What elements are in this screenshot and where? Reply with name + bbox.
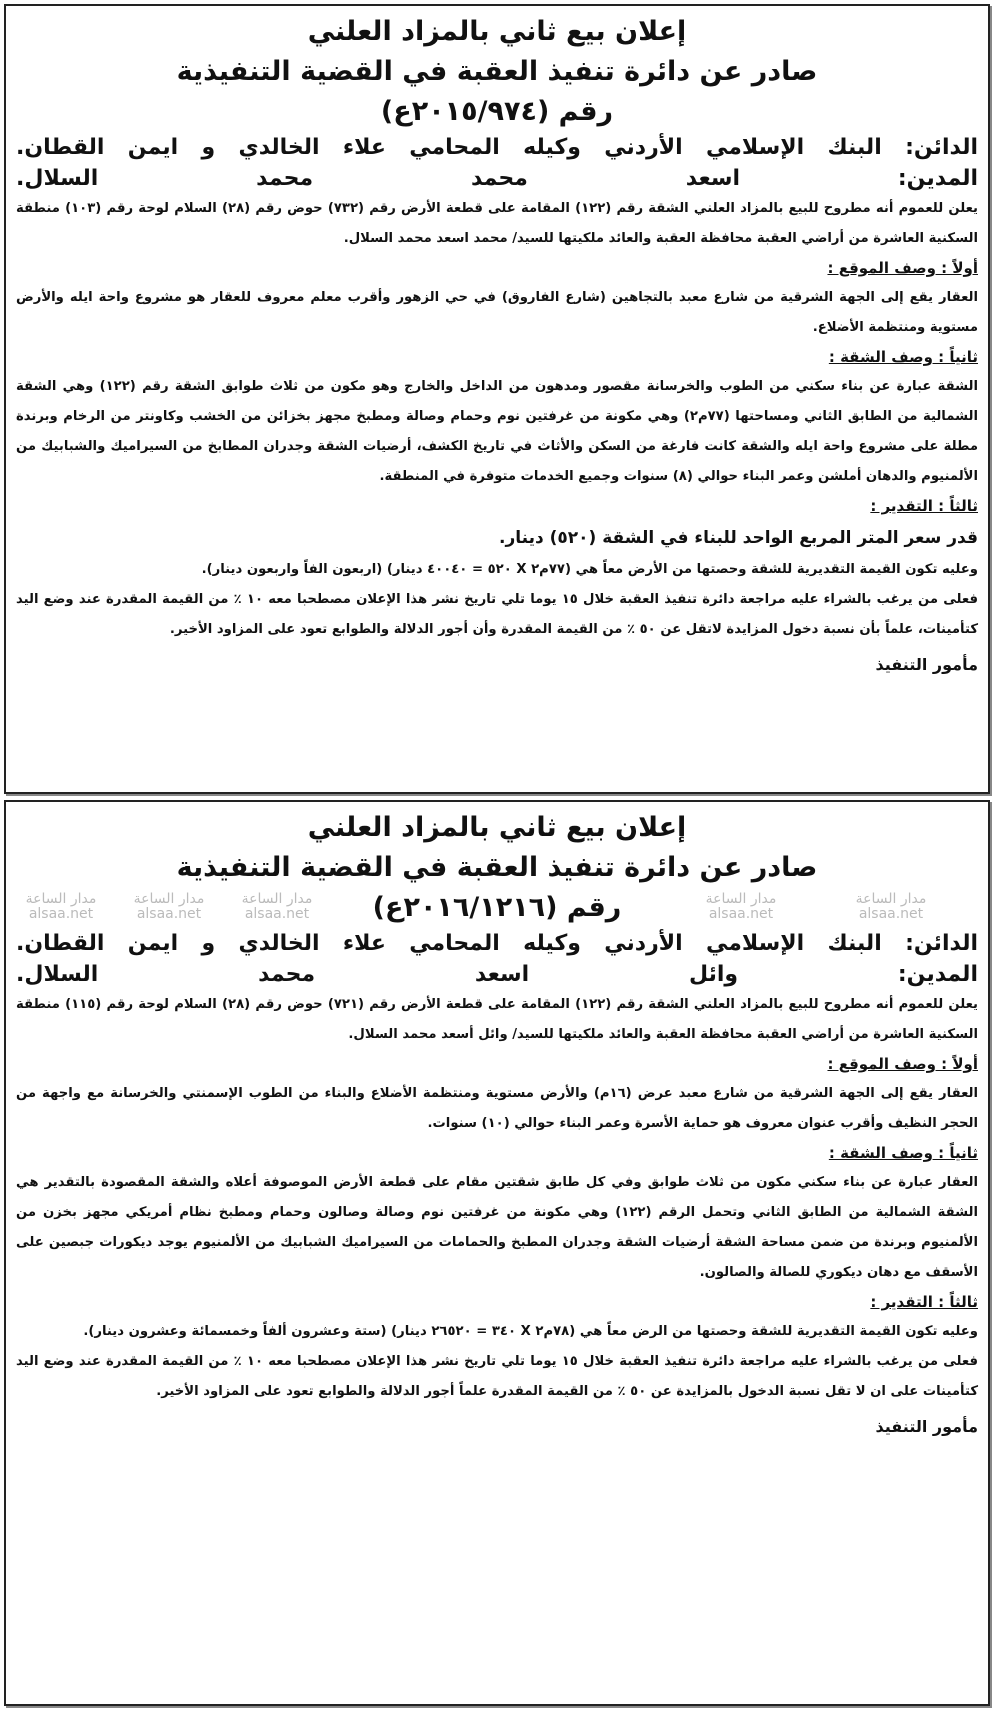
- intro-paragraph: يعلن للعموم أنه مطروح للبيع بالمزاد العلني الشقة رقم (١٢٢) المقامة على قطعة الأرض رقم (٧٣٢) حوض رقم (٢٨) السلام لوحة رقم (١٠٣) منطقة السكنية العاشرة من أراضي العقبة محافظة العقبة والعائد ملكيتها للسيد/ محمد اسعد محمد السلال.: [16, 201, 978, 246]
- watermark-latin: alsaa.net: [244, 906, 310, 922]
- location-description: العقار يقع إلى الجهة الشرقية من شارع معبد عرض (١٦م) والأرض مستوية ومنتظمة الأضلاع والبناء من الطوب الإسمنتي والخرسانة مع واجهة من الحجر النظيف وأقرب عنوان معروف هو حماية الأسرة وعمر البناء حوالي (١٠) سنوات.: [16, 1086, 978, 1131]
- valuation-paragraph: وعليه تكون القيمة التقديرية للشقة وحصتها من الأرض معاً هي (٧٧م٢ X ٥٢٠ = ٤٠٠٤٠ دينار) (اربعون الفاً واربعون دينار).: [201, 562, 978, 577]
- location-description: العقار يقع إلى الجهة الشرقية من شارع معبد بالتجاهين (شارع الفاروق) في حي الزهور وأقرب معلم معروف للعقار هو مشروع واحة ايله والأرض مستوية ومنتظمة الأضلاع.: [16, 290, 978, 335]
- section-heading-apartment: ثانياً : وصف الشقة :: [828, 1144, 978, 1162]
- auction-notice-2: [4, 800, 990, 1706]
- watermark-latin: alsaa.net: [858, 906, 924, 922]
- notice-subtitle: صادر عن دائرة تنفيذ العقبة في القضية التنفيذية: [176, 852, 818, 883]
- terms-paragraph: فعلى من يرغب بالشراء عليه مراجعة دائرة تنفيذ العقبة خلال ١٥ يوما تلي تاريخ نشر هذا الإعلان مصطحبا معه ١٠ ٪ من القيمة المقدرة عند وضع اليد كتأمينات، علماً بأن نسبة دخول المزايدة لاتقل عن ٥٠ ٪ من القيمة المقدرة وأن أجور الدلالة والطوابع تعود على المزاود الأخير.: [16, 592, 978, 637]
- case-number: رقم (٢٠١٦/١٢١٦ع): [372, 892, 622, 923]
- debtor: المدين: اسعد محمد محمد السلال.: [16, 166, 978, 191]
- section-heading-valuation: ثالثاً : التقدير :: [870, 1293, 978, 1311]
- watermark-arabic: مدار الساعة: [241, 891, 313, 907]
- watermark-arabic: مدار الساعة: [855, 891, 927, 907]
- case-number: رقم (٢٠١٥/٩٧٤ع): [380, 96, 614, 127]
- auction-notice-1: [4, 4, 990, 794]
- creditor: الدائن: البنك الإسلامي الأردني وكيله المحامي علاء الخالدي و ايمن القطان.: [16, 135, 978, 160]
- watermark-latin: alsaa.net: [136, 906, 202, 922]
- watermark-arabic: مدار الساعة: [705, 891, 777, 907]
- price-per-meter: قدر سعر المتر المربع الواحد للبناء في الشقة (٥٢٠) دينار.: [499, 528, 978, 548]
- apartment-description: الشقة عبارة عن بناء سكني من الطوب والخرسانة مقصور ومدهون من الداخل والخارج وهو مكون من ثلاث طوابق الشقة رقم (١٢٢) وهي الشقة الشمالية من الطابق الثاني ومساحتها (٧٧م٢) وهي مكونة من غرفتين نوم وحمام وصالة ومطبخ مجهز بخزائن من الخشب وكاونتر من الرخام وبرندة مطلة على مشروع واحة ايله والشقة كانت فارغة من السكن والأثاث في تاريخ الكشف، أرضيات الشقة وجدران المطابخ من السيراميك والشبابيك من الألمنيوم والدهان أملشن وعمر البناء حوالي (٨) سنوات وجميع الخدمات متوفرة في المنطقة.: [16, 379, 979, 484]
- section-heading-location: أولاً : وصف الموقع :: [827, 1055, 978, 1073]
- terms-paragraph: فعلى من يرغب بالشراء عليه مراجعة دائرة تنفيذ العقبة خلال ١٥ يوما تلي تاريخ نشر هذا الإعلان مصطحبا معه ١٠ ٪ من القيمة المقدرة عند وضع اليد كتأمينات على ان لا تقل نسبة الدخول بالمزايدة عن ٥٠ ٪ من القيمة المقدرة علماً أجور الدلالة والطوابع تعود على المزاود الأخير.: [16, 1354, 978, 1399]
- notice-title: إعلان بيع ثاني بالمزاد العلني: [307, 812, 687, 843]
- debtor: المدين: وائل اسعد محمد السلال.: [16, 962, 978, 987]
- signature: مأمور التنفيذ: [875, 1417, 978, 1436]
- section-heading-apartment: ثانياً : وصف الشقة :: [828, 348, 978, 366]
- apartment-description: العقار عبارة عن بناء سكني مكون من ثلاث طوابق وفي كل طابق شقتين مقام على قطعة الأرض الموصوفة أعلاه والشقة المقصودة بالتقدير هي الشقة الشمالية من الطابق الثاني وتحمل الرقم (١٢٢) وهي مكونة من غرفتين نوم وصالة وصالون وحمام ومطبخ نظام أمريكي مجهز بخزن من الألمنيوم وبرندة من ضمن مساحة الشقة أرضيات الشقة وجدران المطبخ والحمامات من السيراميك الشبابيك من الألمنيوم يوجد ديكورات جبصين على الأسقف مع دهان ديكوري للصالة والصالون.: [16, 1175, 978, 1280]
- watermark-latin: alsaa.net: [28, 906, 94, 922]
- section-heading-location: أولاً : وصف الموقع :: [827, 259, 978, 277]
- section-heading-valuation: ثالثاً : التقدير :: [870, 497, 978, 515]
- intro-paragraph: يعلن للعموم أنه مطروح للبيع بالمزاد العلني الشقة رقم (١٢٢) المقامة على قطعة الأرض رقم (٧٢١) حوض رقم (٢٨) السلام لوحة رقم (١١٥) منطقة السكنية العاشرة من أراضي العقبة محافظة العقبة والعائد ملكيتها للسيد/ وائل أسعد محمد السلال.: [16, 997, 978, 1042]
- page: [4, 4, 990, 1706]
- creditor: الدائن: البنك الإسلامي الأردني وكيله المحامي علاء الخالدي و ايمن القطان.: [16, 931, 978, 956]
- signature: مأمور التنفيذ: [875, 655, 978, 674]
- notice-subtitle: صادر عن دائرة تنفيذ العقبة في القضية التنفيذية: [176, 56, 818, 87]
- watermark-latin: alsaa.net: [708, 906, 774, 922]
- notice-title: إعلان بيع ثاني بالمزاد العلني: [307, 16, 687, 47]
- valuation-paragraph: وعليه تكون القيمة التقديرية للشقة وحصتها من الرض معاً هي (٧٨م٢ X ٣٤٠ = ٢٦٥٢٠ دينار) (ستة وعشرون ألفاً وخمسمائة وعشرون دينار).: [83, 1324, 978, 1339]
- watermark-arabic: مدار الساعة: [133, 891, 205, 907]
- watermark-arabic: مدار الساعة: [25, 891, 97, 907]
